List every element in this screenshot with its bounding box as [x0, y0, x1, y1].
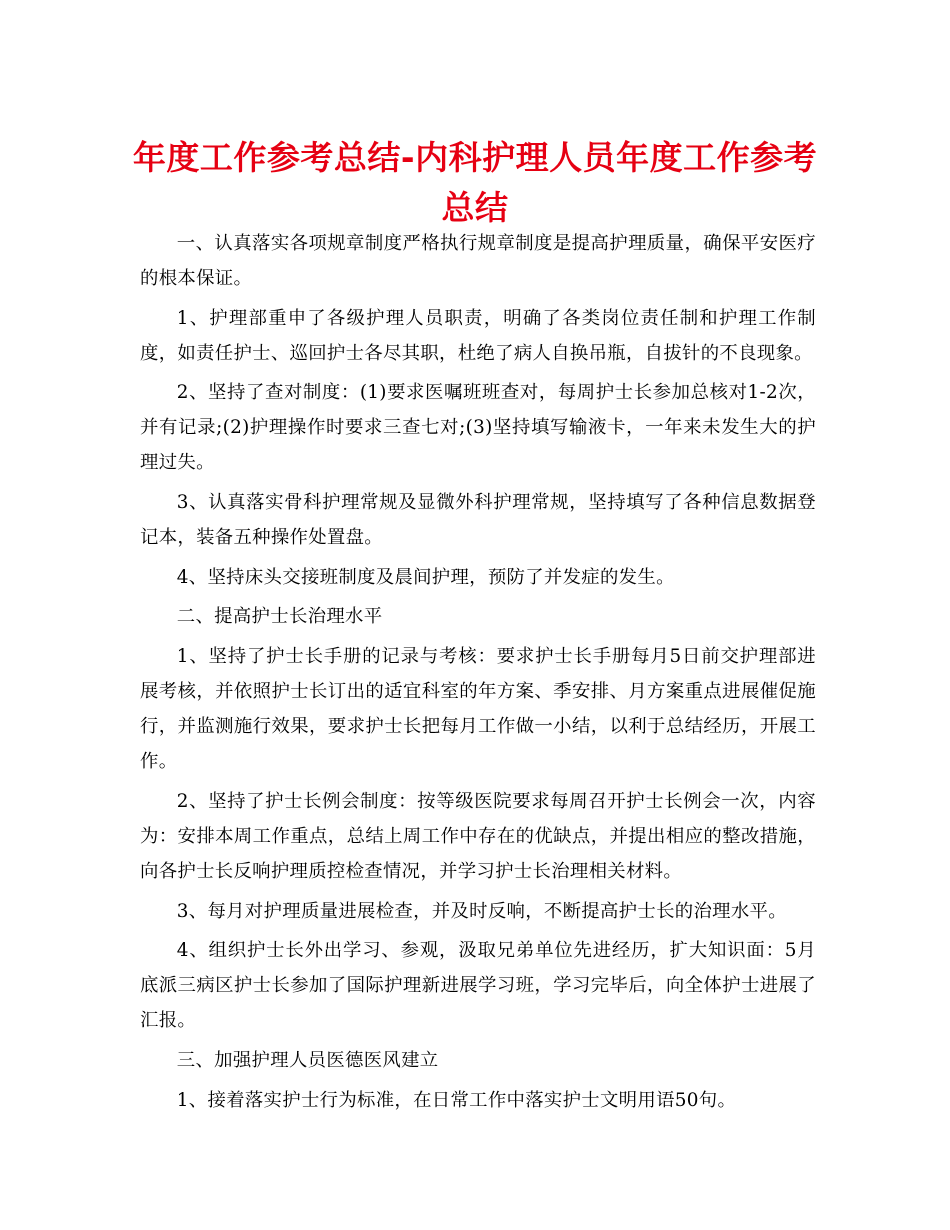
paragraph: 2、坚持了护士长例会制度：按等级医院要求每周召开护士长例会一次，内容为：安排本周工作重点，总结上周工作中存在的优缺点，并提出相应的整改措施，向各护士长反响护理质控检查情况，并学习护士长治理相关材料。 [140, 790, 816, 882]
paragraph: 4、坚持床头交接班制度及晨间护理，预防了并发症的发生。 [176, 566, 675, 588]
document-title: 年度工作参考总结-内科护理人员年度工作参考总结 [132, 138, 818, 227]
document-body [140, 226, 816, 1122]
paragraph: 1、坚持了护士长手册的记录与考核：要求护士长手册每月5日前交护理部进展考核，并依照护士长订出的适宜科室的年方案、季安排、月方案重点进展催促施行，并监测施行效果，要求护士长把每月工作做一小结，以利于总结经历，开展工作。 [140, 646, 816, 773]
paragraph: 3、每月对护理质量进展检查，并及时反响，不断提高护士长的治理水平。 [176, 900, 787, 922]
paragraph: 1、接着落实护士行为标准，在日常工作中落实护士文明用语50句。 [176, 1089, 737, 1111]
paragraph: 1、护理部重申了各级护理人员职责，明确了各类岗位责任制和护理工作制度，如责任护士、巡回护士各尽其职，杜绝了病人自换吊瓶，自拔针的不良现象。 [140, 307, 816, 364]
paragraph: 2、坚持了查对制度：(1)要求医嘱班班查对，每周护士长参加总核对1-2次，并有记录;(2)护理操作时要求三查七对;(3)坚持填写输液卡，一年来未发生大的护理过失。 [140, 382, 816, 474]
paragraph: 3、认真落实骨科护理常规及显微外科护理常规，坚持填写了各种信息数据登记本，装备五种操作处置盘。 [140, 492, 816, 549]
section-heading-3: 三、加强护理人员医德医风建立 [176, 1049, 439, 1071]
paragraph: 4、组织护士长外出学习、参观，汲取兄弟单位先进经历，扩大知识面：5月底派三病区护士长参加了国际护理新进展学习班，学习完毕后，向全体护士进展了汇报。 [140, 940, 816, 1032]
section-heading-2: 二、提高护士长治理水平 [176, 606, 383, 628]
section-heading-1: 一、认真落实各项规章制度严格执行规章制度是提高护理质量，确保平安医疗的根本保证。 [140, 233, 816, 289]
